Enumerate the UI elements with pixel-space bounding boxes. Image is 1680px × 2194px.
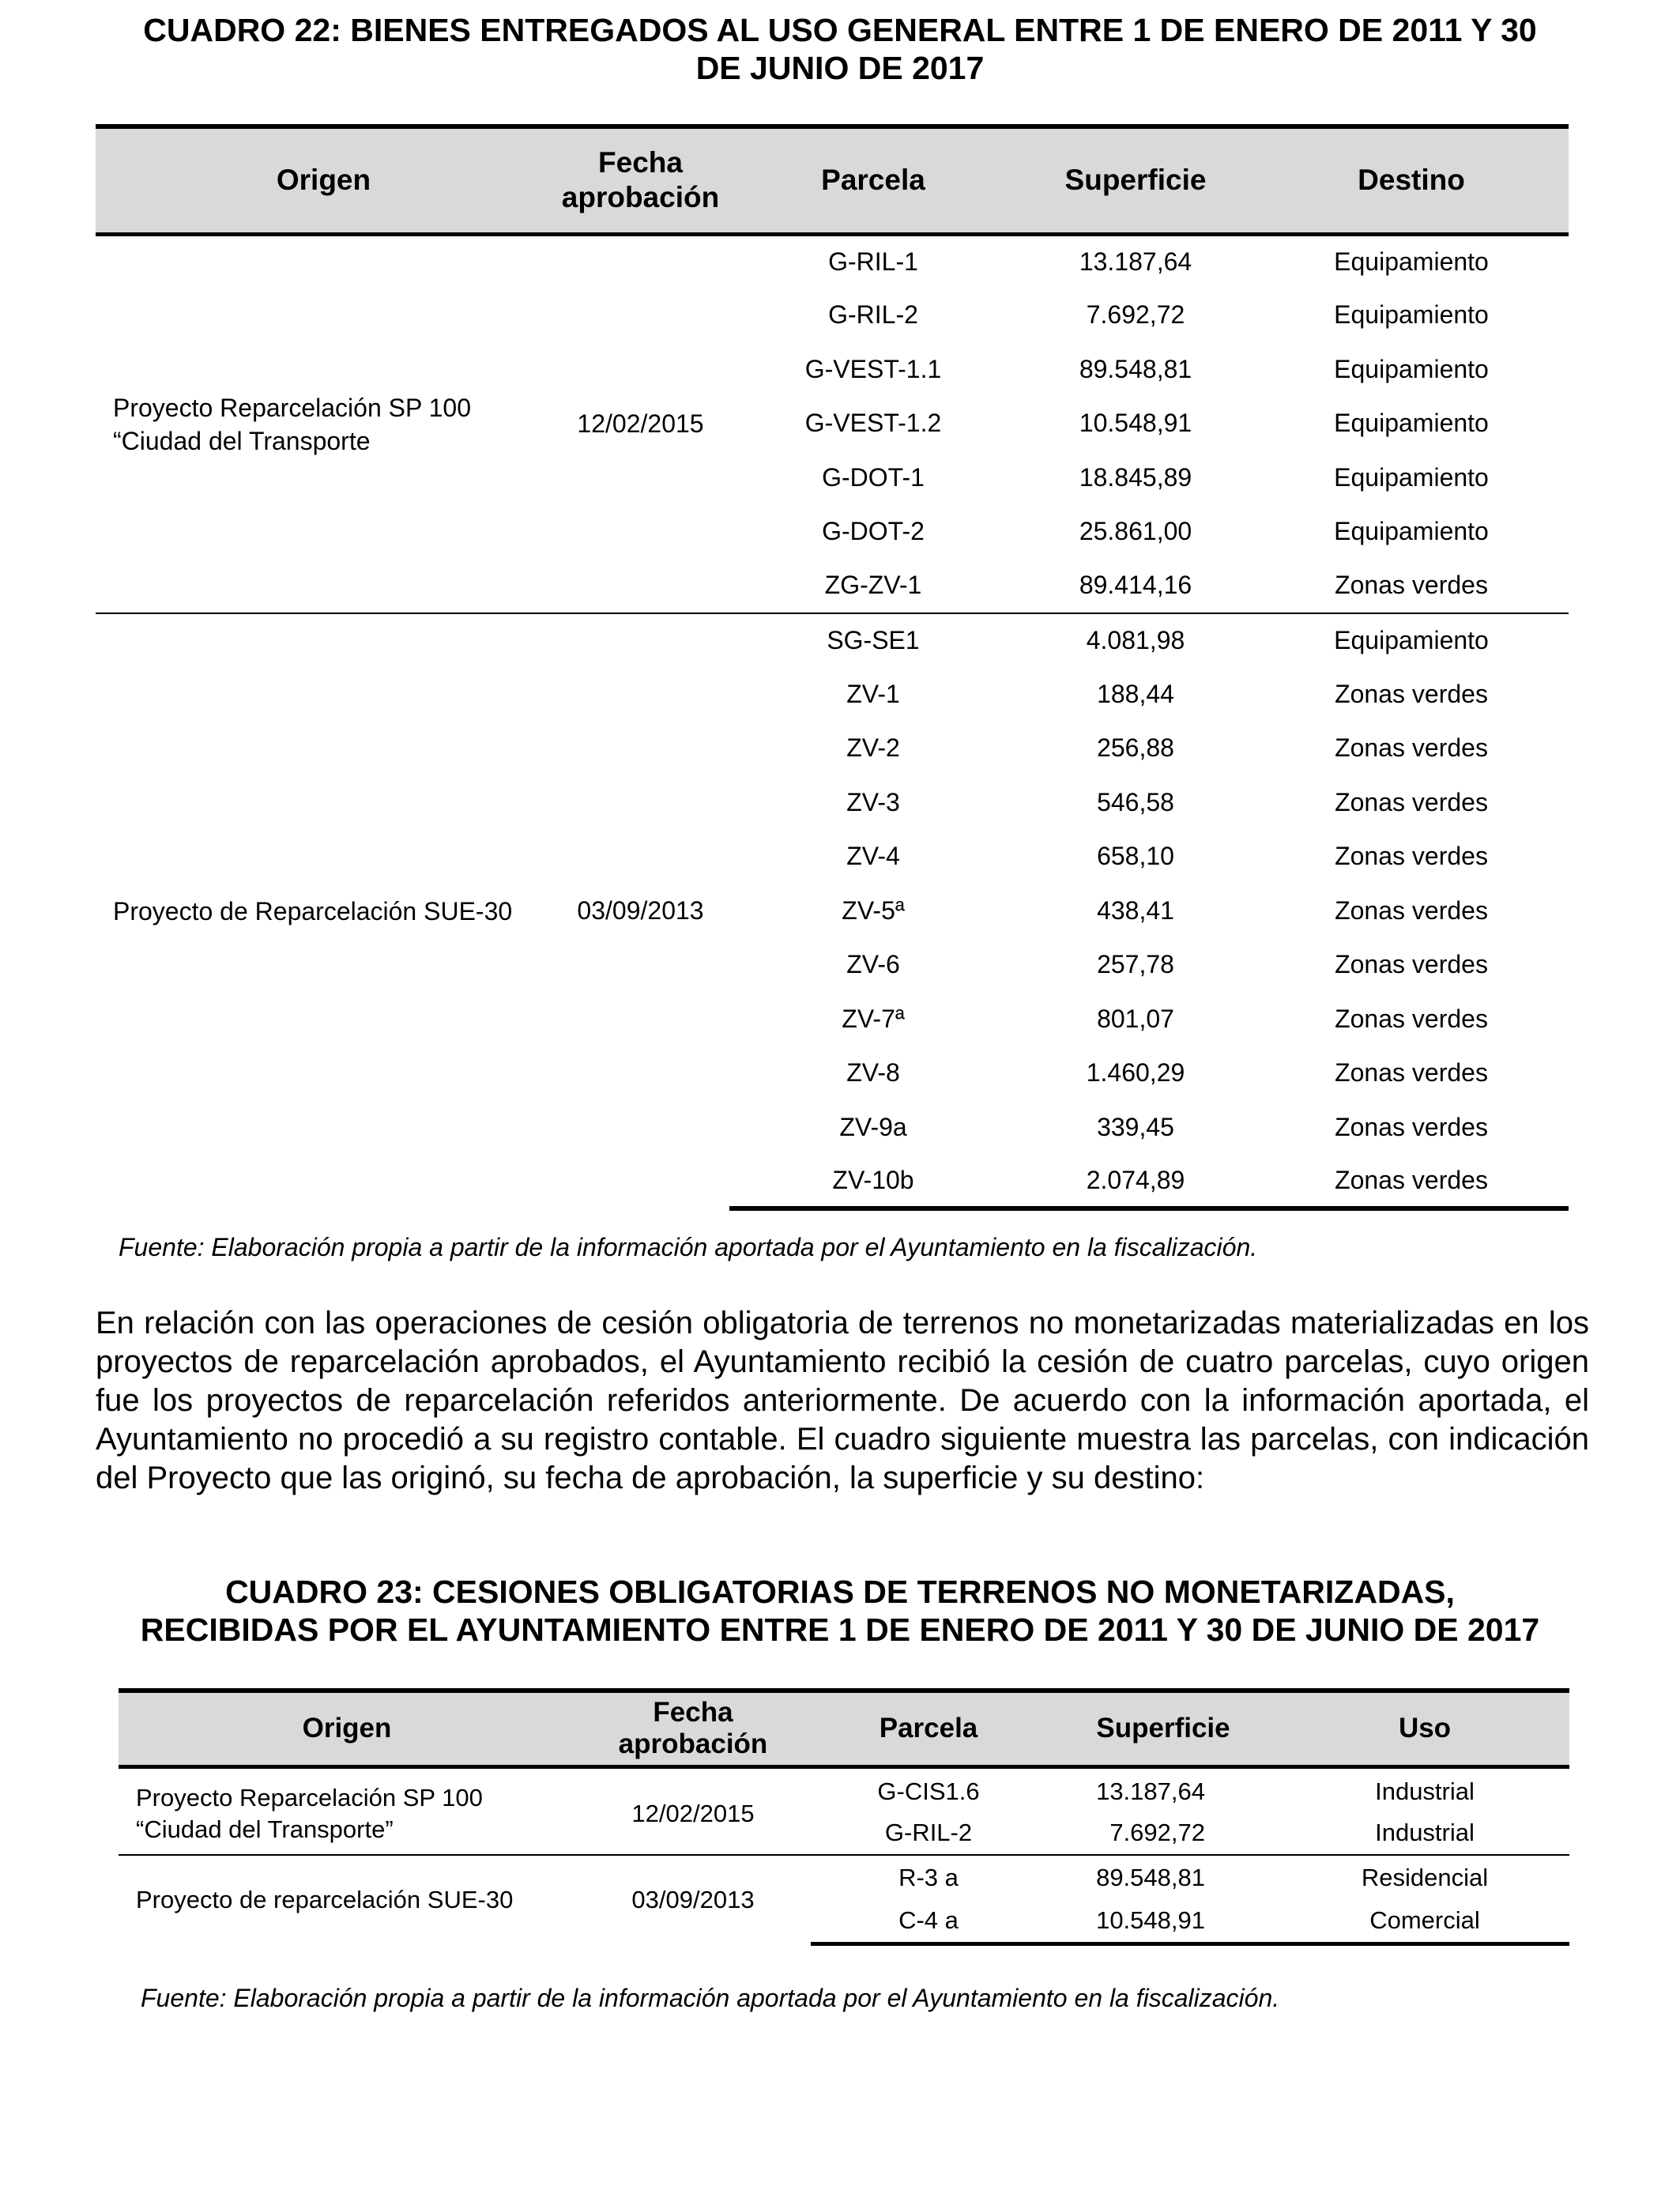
destino-cell: Equipamiento [1254,613,1569,668]
destino-cell: Zonas verdes [1335,842,1488,871]
superficie-cell: 2.074,89 [1017,1155,1254,1209]
uso-cell: Residencial [1280,1855,1569,1899]
superficie-cell: 658,10 [1097,842,1174,871]
superficie-cell: 25.861,00 [1079,517,1192,546]
header-uso: Uso [1280,1691,1569,1766]
parcela-cell: ZV-6 [846,950,900,979]
superficie-cell: 339,45 [1097,1112,1174,1141]
superficie-cell: 10.548,91 [1046,1899,1280,1943]
origen-cell: Proyecto Reparcelación SP 100 “Ciudad del Transporte [113,393,472,455]
superficie-cell: 801,07 [1097,1004,1174,1033]
destino-cell: Zonas verdes [1335,733,1488,763]
header-parcela: Parcela [729,126,1017,234]
cuadro23-title [87,1573,1593,1649]
cuadro23-source: Fuente: Elaboración propia a partir de la información aportada por el Ayuntamiento en la fiscalización. [141,1984,1280,2012]
superficie-cell: 256,88 [1097,733,1174,763]
destino-cell: Zonas verdes [1335,1112,1488,1141]
superficie-cell: 89.548,81 [1046,1855,1280,1899]
body-paragraph: En relación con las operaciones de cesión obligatoria de terrenos no monetarizadas materializadas en los proyectos de reparcelación aprobados, el Ayuntamiento recibió la cesión de cuatro parcelas, cuyo origen fue los proyectos de reparcelación referidos anteriormente. De acuerdo con la información aportada, el Ayuntamiento no procedió a su registro contable. El cuadro siguiente muestra las parcelas, con indicación del Proyecto que las originó, su fecha de aprobación, la superficie y su destino: [96,1306,1589,1495]
destino-cell: Zonas verdes [1335,571,1488,600]
uso-cell: Comercial [1280,1899,1569,1943]
superficie-cell: 13.187,64 [1079,247,1192,276]
parcela-cell: C-4 a [811,1899,1046,1943]
fecha-cell: 12/02/2015 [577,409,704,438]
uso-cell: Industrial [1375,1818,1475,1846]
cuadro22-title-line2: DE JUNIO DE 2017 [695,50,985,86]
table-row [119,1855,1569,1899]
parcela-cell: G-RIL-2 [884,1818,973,1846]
superficie-cell: 10.548,91 [1079,409,1192,438]
destino-cell: Zonas verdes [1335,895,1488,925]
table-row [119,1766,1569,1811]
superficie-cell: 188,44 [1097,679,1174,708]
destino-cell: Equipamiento [1334,247,1489,276]
superficie-cell: 257,78 [1097,950,1174,979]
destino-cell: Zonas verdes [1335,679,1488,708]
destino-cell: Zonas verdes [1254,1155,1569,1209]
table-row [96,613,1569,668]
parcela-cell: G-RIL-1 [828,247,918,276]
superficie-cell: 4.081,98 [1017,613,1254,668]
cuadro22-title [87,11,1593,87]
parcela-cell: SG-SE1 [729,613,1017,668]
destino-cell: Zonas verdes [1335,950,1488,979]
parcela-cell: ZG-ZV-1 [824,571,922,600]
uso-cell: Industrial [1375,1777,1475,1806]
superficie-cell: 1.460,29 [1086,1058,1185,1088]
parcela-cell: G-VEST-1.2 [804,409,942,438]
parcela-cell: ZV-8 [846,1058,900,1088]
superficie-cell: 89.414,16 [1079,571,1192,600]
parcela-cell: ZV-3 [846,787,900,816]
header-fecha-line1: Fecha [598,146,683,179]
parcela-cell: G-RIL-2 [828,300,918,330]
parcela-cell: R-3 a [811,1855,1046,1899]
parcela-cell: ZV-10b [729,1155,1017,1209]
header-fecha-line2: aprobación [561,181,720,214]
parcela-cell: ZV-5ª [842,895,905,925]
header-origen: Origen [119,1691,575,1766]
fecha-cell: 03/09/2013 [575,1855,811,1943]
superficie-cell: 18.845,89 [1079,462,1192,492]
table-header-row [96,126,1569,234]
header-origen: Origen [96,126,552,234]
destino-cell: Equipamiento [1334,462,1489,492]
header-fecha [552,126,729,234]
origen-cell: Proyecto de reparcelación SUE-30 [119,1855,575,1943]
header-superficie: Superficie [1017,126,1254,234]
fecha-cell: 03/09/2013 [552,613,729,1209]
cuadro23-title-line2: RECIBIDAS POR EL AYUNTAMIENTO ENTRE 1 DE ENERO DE 2011 Y 30 DE JUNIO DE 2017 [140,1612,1540,1648]
header-parcela: Parcela [811,1691,1046,1766]
fecha-cell: 12/02/2015 [631,1799,755,1827]
cuadro23-table [119,1688,1569,1946]
table-header-row [119,1691,1569,1766]
origen-cell: Proyecto de Reparcelación SUE-30 [96,613,552,1209]
parcela-cell: ZV-1 [846,679,900,708]
destino-cell: Equipamiento [1334,517,1489,546]
header-fecha: Fecha aprobación [575,1691,811,1766]
superficie-cell: 438,41 [1097,895,1174,925]
parcela-cell: ZV-4 [846,842,900,871]
parcela-cell: G-DOT-2 [822,517,925,546]
superficie-cell: 13.187,64 [1096,1777,1205,1806]
destino-cell: Equipamiento [1334,300,1489,330]
destino-cell: Zonas verdes [1335,787,1488,816]
origen-cell: Proyecto Reparcelación SP 100 “Ciudad del Transporte” [136,1783,483,1843]
superficie-cell: 7.692,72 [1109,1818,1205,1846]
cuadro23-title-line1: CUADRO 23: CESIONES OBLIGATORIAS DE TERRENOS NO MONETARIZADAS, [225,1574,1455,1610]
table-row [96,234,1569,288]
superficie-cell: 7.692,72 [1086,300,1185,330]
cuadro22-source: Fuente: Elaboración propia a partir de la información aportada por el Ayuntamiento en la fiscalización. [119,1233,1258,1261]
superficie-cell: 546,58 [1097,787,1174,816]
header-destino: Destino [1254,126,1569,234]
parcela-cell: G-DOT-1 [822,462,925,492]
parcela-cell: G-VEST-1.1 [804,354,942,383]
parcela-cell: ZV-7ª [842,1004,905,1033]
parcela-cell: ZV-2 [846,733,900,763]
cuadro22-table [96,124,1569,1211]
destino-cell: Equipamiento [1334,409,1489,438]
destino-cell: Zonas verdes [1335,1004,1488,1033]
cuadro22-title-line1: CUADRO 22: BIENES ENTREGADOS AL USO GENERAL ENTRE 1 DE ENERO DE 2011 Y 30 [143,12,1537,48]
parcela-cell: ZV-9a [839,1112,907,1141]
parcela-cell: G-CIS1.6 [877,1777,980,1806]
superficie-cell: 89.548,81 [1079,354,1192,383]
header-superficie: Superficie [1046,1691,1280,1766]
destino-cell: Equipamiento [1334,354,1489,383]
destino-cell: Zonas verdes [1335,1058,1488,1088]
